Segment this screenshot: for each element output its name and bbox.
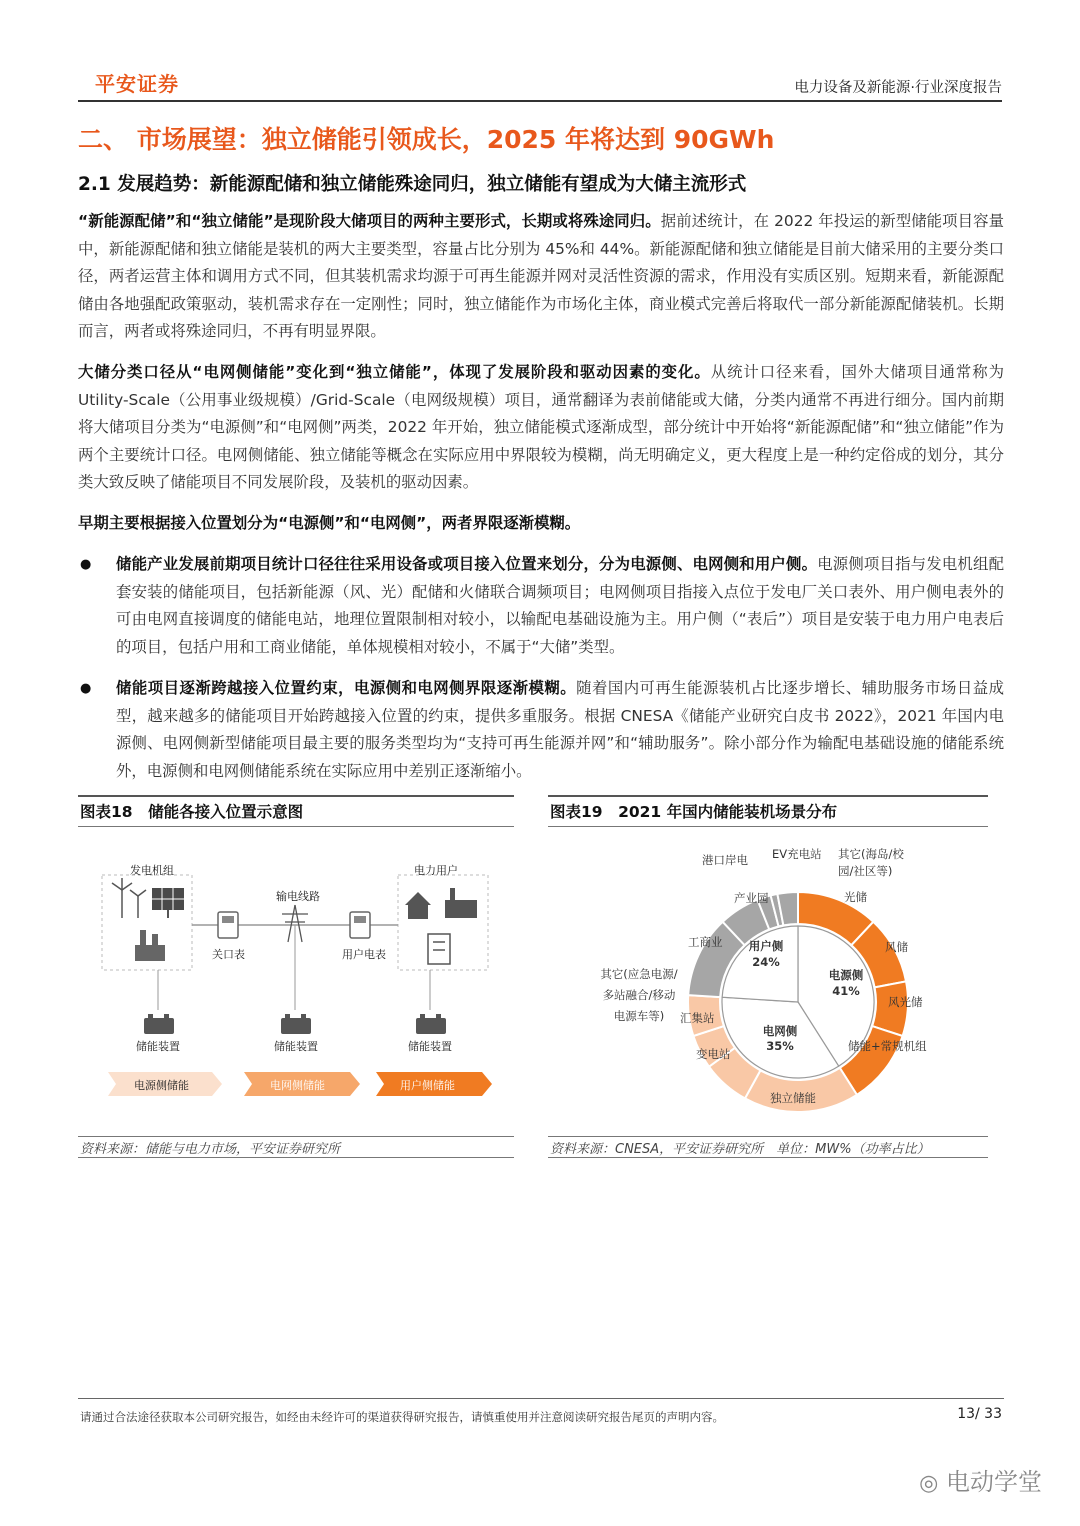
subsection-title: 2.1 发展趋势：新能源配储和独立储能殊途同归，独立储能有望成为大储主流形式 xyxy=(78,174,747,195)
outer-label-ev: EV充电站 xyxy=(772,847,822,861)
inner-label-source: 电源侧 xyxy=(828,968,864,982)
figure-19-top-rule xyxy=(548,795,988,797)
figure-18-top-rule xyxy=(78,795,514,797)
figure-18-diagram xyxy=(100,850,500,1110)
outer-label-independent: 独立储能 xyxy=(770,1091,816,1105)
bullet-1-lead: 储能产业发展前期项目统计口径往往采用设备或项目接入位置来划分，分为电源侧、电网侧和用户侧。 xyxy=(116,555,818,573)
outer-label-wind-pv: 风光储 xyxy=(888,995,923,1009)
figure-19-chart xyxy=(548,832,988,1132)
power-plant-icon xyxy=(135,930,165,961)
watermark xyxy=(919,1462,1042,1497)
storage-label-1: 储能装置 xyxy=(136,1040,180,1053)
wind-turbine-icon xyxy=(112,878,146,918)
paragraph-2-lead: 大储分类口径从“电网侧储能”变化到“独立储能”，体现了发展阶段和驱动因素的变化。 xyxy=(78,363,711,381)
solar-panel-icon xyxy=(152,888,184,918)
generator-label: 发电机组 xyxy=(130,864,174,877)
figure-19-title: 图表19 2021 年国内储能装机场景分布 xyxy=(550,803,838,821)
storage-label-2: 储能装置 xyxy=(274,1040,318,1053)
paragraph-2-body: 从统计口径来看，国外大储项目通常称为 Utility-Scale（公用事业级规模）/Grid-Scale（电网级规模）项目，通常翻译为表前储能或大储，分类内通常不再进行细分。国内前期将大储项目分类为“电源侧”和“电网侧”两类，2022 年开始，独立储能模式逐渐成型，部分统计中开始将“新能源配储”和“独立储能”作为两个主要统计口径。电网侧储能、独立储能等概念在实际应用中界限较为模糊，尚无明确定义，更大程度上是一种约定俗成的划分，其分类大致反映了储能项目不同发展阶段，及装机的驱动因素。 xyxy=(78,363,1004,491)
report-category: 电力设备及新能源·行业深度报告 xyxy=(794,80,1002,96)
inner-pct-grid: 35% xyxy=(766,1039,794,1053)
outer-label-industrial: 工商业 xyxy=(688,935,723,949)
wechat-icon: ◎ xyxy=(919,1471,939,1496)
battery-icon-3 xyxy=(416,1014,446,1034)
bullet-2-body: 随着国内可再生能源装机占比逐步增长、辅助服务市场日益成型，越来越多的储能项目开始跨越接入位置的约束，提供多重服务。根据 CNESA《储能产业研究白皮书 2022》，2021 年国内电源侧、电网侧新型储能项目最主要的服务类型均为“支持可再生能源并网”和“辅助服务”。除小部分作为输配电基础设施的储能系统外，电源侧和电网侧储能系统在实际应用中差别正逐渐缩小。 xyxy=(116,679,1004,780)
inner-label-user: 用户侧 xyxy=(748,939,784,953)
outer-label-port: 港口岸电 xyxy=(702,853,748,867)
battery-icon-2 xyxy=(281,1014,311,1034)
inner-pct-user: 24% xyxy=(752,955,780,969)
factory-icon xyxy=(445,888,477,918)
page-number: 13/ 33 xyxy=(957,1406,1002,1422)
paragraph-1-body: 据前述统计，在 2022 年投运的新型储能项目容量中，新能源配储和独立储能是装机的两大主要类型，容量占比分别为 45%和 44%。新能源配储和独立储能是目前大储采用的主要分类口径，两者运营主体和调用方式不同，但其装机需求均源于可再生能源并网对灵活性资源的需求，作用没有实质区别。短期来看，新能源配储由各地强配政策驱动，装机需求存在一定刚性；同时，独立储能作为市场化主体，商业模式完善后将取代一部分新能源配储装机。长期而言，两者或将殊途同归，不再有明显界限。 xyxy=(78,212,1004,340)
paragraph-1-lead: “新能源配储”和“独立储能”是现阶段大储项目的两种主要形式，长期或将殊途同归。 xyxy=(78,212,661,230)
watermark-text: 电动学堂 xyxy=(946,1468,1042,1496)
figure-18-title-rule xyxy=(78,826,514,827)
figure-19-source-rule xyxy=(548,1157,988,1158)
battery-icon-1 xyxy=(144,1014,174,1034)
outer-label-hub: 汇集站 xyxy=(680,1011,715,1025)
outer-label-park: 产业园 xyxy=(734,891,769,905)
figure-18-source: 资料来源：储能与电力市场，平安证券研究所 xyxy=(80,1142,341,1157)
footer-divider xyxy=(78,1398,1004,1399)
arrow-label-source: 电源侧储能 xyxy=(134,1079,189,1092)
bullet-icon: ● xyxy=(80,557,92,572)
bullet-icon: ● xyxy=(80,681,92,696)
building-icon xyxy=(428,934,450,964)
section-title: 二、 市场展望：独立储能引领成长，2025 年将达到 90GWh xyxy=(78,125,775,154)
outer-label-storage-conv: 储能+常规机组 xyxy=(848,1039,927,1053)
paragraph-1 xyxy=(78,208,1004,346)
bullet-2-lead: 储能项目逐渐跨越接入位置约束，电源侧和电网侧界限逐渐模糊。 xyxy=(116,679,577,697)
figure-18-bottom-rule xyxy=(78,1136,514,1137)
power-user-label: 电力用户 xyxy=(414,864,458,877)
arrow-label-user: 用户侧储能 xyxy=(400,1079,455,1092)
paragraph-3 xyxy=(78,510,1004,538)
figure-19-title-rule xyxy=(548,826,988,827)
outer-label-substation: 变电站 xyxy=(696,1047,731,1061)
inner-pct-source: 41% xyxy=(832,984,860,998)
company-logo: 平安证券 xyxy=(95,72,179,96)
outer-label-other-user: 其它(海岛/校园/社区等) xyxy=(838,847,904,878)
bullet-item-2 xyxy=(116,675,1004,785)
transmission-line-label: 输电线路 xyxy=(276,890,320,903)
outer-label-pv: 光储 xyxy=(844,890,867,904)
user-group-box xyxy=(398,875,488,970)
figure-19-bottom-rule xyxy=(548,1136,988,1137)
figure-19-source: 资料来源：CNESA，平安证券研究所 单位：MW%（功率占比） xyxy=(550,1142,930,1157)
figure-18-source-rule xyxy=(78,1157,514,1158)
paragraph-2 xyxy=(78,359,1004,497)
inner-label-grid: 电网侧 xyxy=(762,1024,798,1038)
paragraph-3-lead: 早期主要根据接入位置划分为“电源侧”和“电网侧”，两者界限逐渐模糊。 xyxy=(78,514,581,532)
storage-label-3: 储能装置 xyxy=(408,1040,452,1053)
user-meter-icon xyxy=(350,912,370,938)
header-divider xyxy=(78,100,1002,102)
arrow-label-grid: 电网侧储能 xyxy=(270,1079,325,1092)
gateway-meter-icon xyxy=(218,912,238,938)
user-meter-label: 用户电表 xyxy=(342,948,386,961)
outer-label-other-grid: 其它(应急电源/多站融合/移动电源车等) xyxy=(600,967,678,1023)
gateway-meter-label: 关口表 xyxy=(212,948,245,961)
figure-18-title: 图表18 储能各接入位置示意图 xyxy=(80,803,304,821)
bullet-item-1 xyxy=(116,551,1004,661)
footer-disclaimer: 请通过合法途径获取本公司研究报告，如经由未经许可的渠道获得研究报告，请慎重使用并注意阅读研究报告尾页的声明内容。 xyxy=(80,1410,724,1424)
house-icon xyxy=(405,892,431,919)
bullet-1-body: 电源侧项目指与发电机组配套安装的储能项目，包括新能源（风、光）配储和火储联合调频项目；电网侧项目指接入点位于发电厂关口表外、用户侧电表外的可由电网直接调度的储能电站，地理位置限制相对较小，以输配电基础设施为主。用户侧（“表后”）项目是安装于电力用户电表后的项目，包括户用和工商业储能，单体规模相对较小，不属于“大储”类型。 xyxy=(116,555,1004,656)
outer-label-wind: 风储 xyxy=(885,940,908,954)
